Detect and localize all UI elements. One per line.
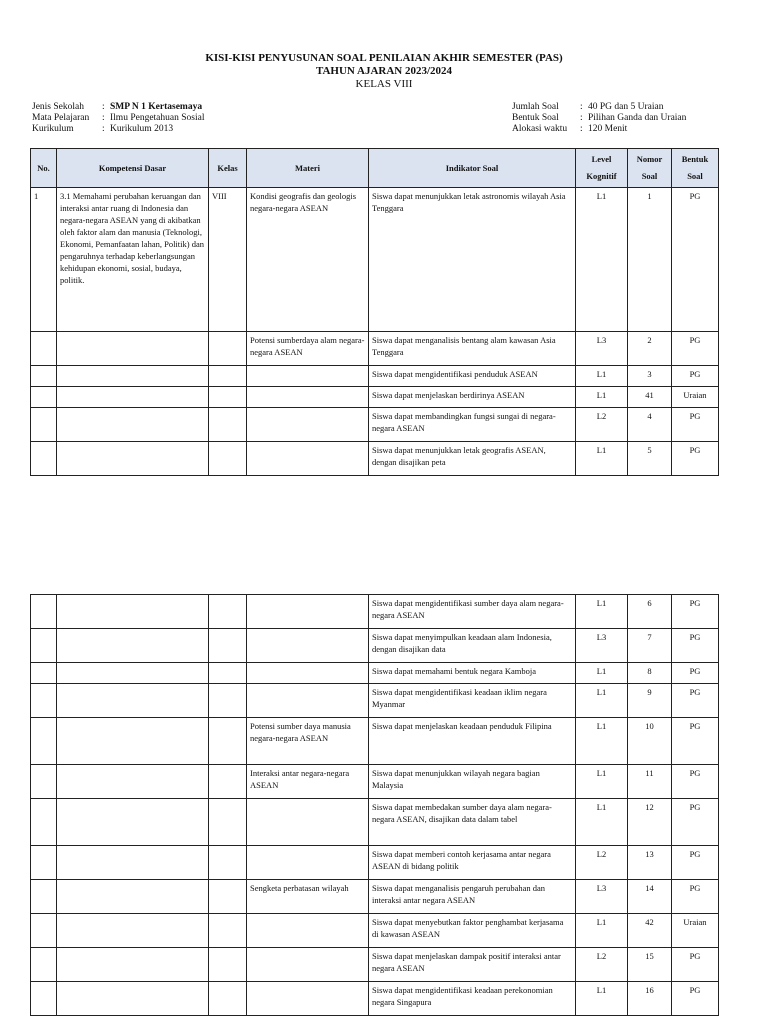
cell-bentuk-soal: PG [672,629,719,663]
cell-no [31,846,57,880]
cell-kelas [209,982,247,1016]
cell-nomor-soal: 8 [628,663,672,684]
cell-kelas [209,880,247,914]
cell-level-kognitif: L1 [576,188,628,332]
cell-level-kognitif: L1 [576,442,628,476]
cell-indikator-soal: Siswa dapat menganalisis pengaruh perubahan dan interaksi antar negara ASEAN [369,880,576,914]
cell-bentuk-soal: PG [672,846,719,880]
info-value: 120 Menit [588,124,628,134]
header-materi: Materi [247,149,369,188]
cell-kelas [209,629,247,663]
cell-indikator-soal: Siswa dapat mengidentifikasi keadaan perekonomian negara Singapura [369,982,576,1016]
cell-level-kognitif: L2 [576,408,628,442]
cell-kompetensi-dasar [57,718,209,765]
title-line-2: TAHUN AJARAN 2023/2024 [315,65,453,77]
cell-no [31,765,57,799]
info-value: Pilihan Ganda dan Uraian [588,113,687,123]
cell-level-kognitif: L1 [576,982,628,1016]
cell-kelas [209,595,247,629]
info-value: Ilmu Pengetahuan Sosial [110,113,205,123]
cell-materi: Potensi sumberdaya alam negara-negara ASEAN [247,332,369,366]
cell-kompetensi-dasar [57,595,209,629]
cell-materi: Potensi sumber daya manusia negara-negara ASEAN [247,718,369,765]
info-row: Mata Pelajaran : Ilmu Pengetahuan Sosial [32,113,205,123]
cell-kompetensi-dasar [57,765,209,799]
cell-kelas [209,332,247,366]
cell-no [31,387,57,408]
cell-bentuk-soal: PG [672,765,719,799]
cell-nomor-soal: 12 [628,799,672,846]
cell-level-kognitif: L1 [576,387,628,408]
cell-materi: Kondisi geografis dan geologis negara-negara ASEAN [247,188,369,332]
cell-kompetensi-dasar [57,880,209,914]
title-line-3: KELAS VIII [355,78,413,90]
header-kelas: Kelas [209,149,247,188]
cell-nomor-soal: 4 [628,408,672,442]
cell-kelas [209,387,247,408]
cell-nomor-soal: 1 [628,188,672,332]
cell-no [31,442,57,476]
cell-nomor-soal: 41 [628,387,672,408]
cell-indikator-soal: Siswa dapat mengidentifikasi penduduk ASEAN [369,366,576,387]
cell-kompetensi-dasar [57,684,209,718]
cell-indikator-soal: Siswa dapat menyebutkan faktor penghambat kerjasama di kawasan ASEAN [369,914,576,948]
cell-indikator-soal: Siswa dapat mengidentifikasi keadaan iklim negara Myanmar [369,684,576,718]
cell-bentuk-soal: PG [672,442,719,476]
cell-indikator-soal: Siswa dapat menganalisis bentang alam kawasan Asia Tenggara [369,332,576,366]
cell-materi [247,408,369,442]
cell-kompetensi-dasar [57,366,209,387]
cell-nomor-soal: 9 [628,684,672,718]
header-bentuk-line-1: Bentuk [681,154,709,164]
cell-kelas [209,846,247,880]
header-level-line-2: Kognitif [586,171,617,181]
info-key: Jumlah Soal [512,102,559,112]
cell-materi [247,846,369,880]
cell-nomor-soal: 6 [628,595,672,629]
cell-kelas [209,442,247,476]
kisi-kisi-table-1 [30,148,719,476]
cell-materi [247,914,369,948]
cell-kompetensi-dasar [57,948,209,982]
cell-no [31,629,57,663]
cell-materi [247,799,369,846]
cell-bentuk-soal: PG [672,880,719,914]
cell-nomor-soal: 7 [628,629,672,663]
info-key: Bentuk Soal [512,113,559,123]
cell-kelas [209,765,247,799]
title-line-1: KISI-KISI PENYUSUNAN SOAL PENILAIAN AKHIR SEMESTER (PAS) [205,52,563,64]
cell-no [31,366,57,387]
cell-no [31,595,57,629]
table-row [31,387,719,408]
info-right [512,102,686,135]
cell-no [31,332,57,366]
cell-kelas [209,684,247,718]
cell-bentuk-soal: PG [672,799,719,846]
cell-no [31,684,57,718]
cell-bentuk-soal: PG [672,948,719,982]
cell-kelas [209,366,247,387]
cell-indikator-soal: Siswa dapat membedakan sumber daya alam negara-negara ASEAN, disajikan data dalam tabel [369,799,576,846]
cell-indikator-soal: Siswa dapat memberi contoh kerjasama antar negara ASEAN di bidang politik [369,846,576,880]
cell-kelas: VIII [209,188,247,332]
info-key: Kurikulum [32,124,74,134]
cell-materi [247,387,369,408]
info-key: Jenis Sekolah [32,102,84,112]
info-row: Kurikulum : Kurikulum 2013 [32,124,174,134]
cell-level-kognitif: L2 [576,948,628,982]
kisi-kisi-table-2 [30,594,719,1016]
cell-materi [247,982,369,1016]
table-row [31,880,719,914]
cell-bentuk-soal: PG [672,684,719,718]
table-row [31,442,719,476]
cell-kelas [209,718,247,765]
table-row [31,332,719,366]
cell-kompetensi-dasar [57,442,209,476]
cell-indikator-soal: Siswa dapat menunjukkan wilayah negara bagian Malaysia [369,765,576,799]
table-row [31,948,719,982]
cell-nomor-soal: 3 [628,366,672,387]
cell-level-kognitif: L1 [576,718,628,765]
cell-level-kognitif: L3 [576,629,628,663]
info-left [32,102,204,135]
cell-kompetensi-dasar [57,629,209,663]
info-key: Mata Pelajaran [32,113,90,123]
cell-level-kognitif: L2 [576,846,628,880]
cell-bentuk-soal: Uraian [672,387,719,408]
cell-bentuk-soal: PG [672,408,719,442]
cell-nomor-soal: 42 [628,914,672,948]
cell-materi [247,629,369,663]
cell-materi [247,366,369,387]
cell-level-kognitif: L1 [576,765,628,799]
cell-no [31,408,57,442]
info-value: Kurikulum 2013 [110,124,174,134]
cell-bentuk-soal: PG [672,332,719,366]
table-row [31,629,719,663]
cell-level-kognitif: L3 [576,332,628,366]
table-row [31,366,719,387]
table-row [31,408,719,442]
cell-kelas [209,948,247,982]
cell-indikator-soal: Siswa dapat menjelaskan keadaan penduduk Filipina [369,718,576,765]
cell-materi [247,442,369,476]
table-row [31,718,719,765]
table-row [31,684,719,718]
cell-no [31,880,57,914]
cell-materi [247,948,369,982]
cell-indikator-soal: Siswa dapat menjelaskan berdirinya ASEAN [369,387,576,408]
cell-nomor-soal: 5 [628,442,672,476]
cell-kompetensi-dasar [57,799,209,846]
cell-bentuk-soal: PG [672,595,719,629]
cell-kompetensi-dasar [57,332,209,366]
header-nomor-line-1: Nomor [636,154,663,164]
cell-materi: Sengketa perbatasan wilayah [247,880,369,914]
cell-kompetensi-dasar [57,387,209,408]
cell-nomor-soal: 16 [628,982,672,1016]
cell-level-kognitif: L1 [576,595,628,629]
cell-materi [247,663,369,684]
info-row: Alokasi waktu : 120 Menit [512,124,628,134]
cell-bentuk-soal: PG [672,663,719,684]
cell-nomor-soal: 14 [628,880,672,914]
table-row [31,846,719,880]
cell-kelas [209,799,247,846]
cell-materi [247,684,369,718]
cell-nomor-soal: 2 [628,332,672,366]
cell-nomor-soal: 11 [628,765,672,799]
table-row [31,595,719,629]
cell-nomor-soal: 13 [628,846,672,880]
cell-no [31,799,57,846]
table-row [31,914,719,948]
cell-level-kognitif: L1 [576,663,628,684]
cell-bentuk-soal: Uraian [672,914,719,948]
info-value: 40 PG dan 5 Uraian [588,102,664,112]
table-row [31,982,719,1016]
cell-indikator-soal: Siswa dapat memahami bentuk negara Kamboja [369,663,576,684]
cell-no [31,914,57,948]
cell-indikator-soal: Siswa dapat membandingkan fungsi sungai di negara-negara ASEAN [369,408,576,442]
cell-kelas [209,914,247,948]
info-row: Jenis Sekolah : SMP N 1 Kertasemaya [32,102,203,112]
cell-bentuk-soal: PG [672,366,719,387]
cell-materi [247,595,369,629]
info-row: Bentuk Soal : Pilihan Ganda dan Uraian [512,113,687,123]
table-row [31,188,719,332]
cell-level-kognitif: L3 [576,880,628,914]
cell-bentuk-soal: PG [672,982,719,1016]
cell-bentuk-soal: PG [672,188,719,332]
cell-no [31,982,57,1016]
cell-no: 1 [31,188,57,332]
cell-kompetensi-dasar [57,408,209,442]
table-row [31,799,719,846]
cell-indikator-soal: Siswa dapat menyimpulkan keadaan alam Indonesia, dengan disajikan data [369,629,576,663]
document-title [0,52,768,91]
cell-indikator-soal: Siswa dapat menunjukkan letak astronomis wilayah Asia Tenggara [369,188,576,332]
header-nomor-soal [628,149,672,188]
header-no: No. [31,149,57,188]
header-level-line-1: Level [591,154,612,164]
cell-indikator-soal: Siswa dapat menjelaskan dampak positif interaksi antar negara ASEAN [369,948,576,982]
header-bentuk-soal [672,149,719,188]
cell-kompetensi-dasar: 3.1 Memahami perubahan keruangan dan interaksi antar ruang di Indonesia dan negara-negara ASEAN yang di akibatkan oleh faktor alam dan manusia (Teknologi, Ekonomi, Pemanfaatan lahan, Politik) dan pengaruhnya terhadap keberlangsungan kehidupan ekonomi, sosial, budaya, politik. [57,188,209,332]
table-row [31,663,719,684]
cell-materi: Interaksi antar negara-negara ASEAN [247,765,369,799]
header-indikator-soal: Indikator Soal [369,149,576,188]
cell-indikator-soal: Siswa dapat menunjukkan letak geografis ASEAN, dengan disajikan peta [369,442,576,476]
info-key: Alokasi waktu [512,124,568,134]
cell-no [31,663,57,684]
cell-level-kognitif: L1 [576,914,628,948]
cell-no [31,718,57,765]
cell-nomor-soal: 10 [628,718,672,765]
cell-bentuk-soal: PG [672,718,719,765]
cell-kompetensi-dasar [57,663,209,684]
cell-kompetensi-dasar [57,982,209,1016]
cell-kompetensi-dasar [57,914,209,948]
cell-kompetensi-dasar [57,846,209,880]
cell-kelas [209,408,247,442]
info-row: Jumlah Soal : 40 PG dan 5 Uraian [512,102,664,112]
header-level-kognitif [576,149,628,188]
cell-no [31,948,57,982]
cell-nomor-soal: 15 [628,948,672,982]
table-row [31,765,719,799]
table-header-row [31,149,719,188]
header-nomor-line-2: Soal [641,171,658,181]
header-kompetensi-dasar: Kompetensi Dasar [57,149,209,188]
cell-level-kognitif: L1 [576,684,628,718]
cell-indikator-soal: Siswa dapat mengidentifikasi sumber daya alam negara-negara ASEAN [369,595,576,629]
info-value: SMP N 1 Kertasemaya [110,102,203,112]
cell-kelas [209,663,247,684]
cell-level-kognitif: L1 [576,799,628,846]
header-bentuk-line-2: Soal [687,171,703,181]
cell-level-kognitif: L1 [576,366,628,387]
